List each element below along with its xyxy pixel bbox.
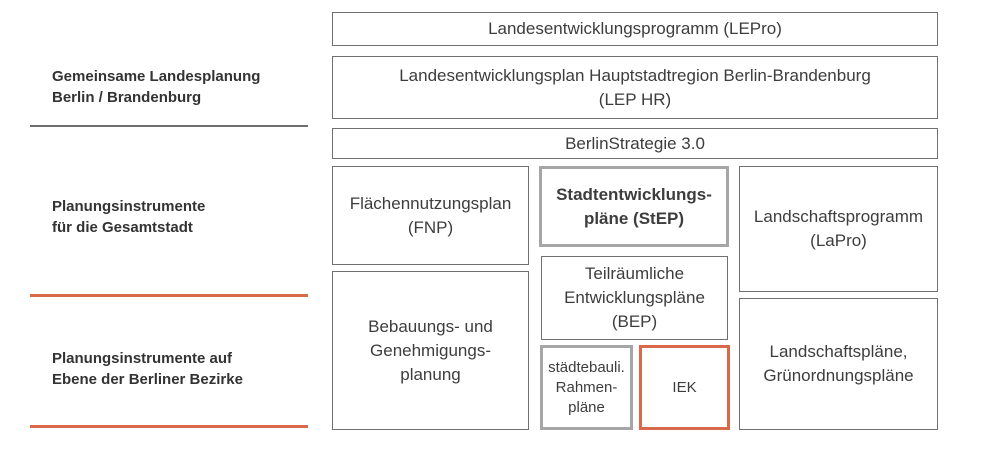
box-iek <box>639 345 730 430</box>
level-label-line: Ebene der Berliner Bezirke <box>52 371 243 388</box>
level-label-landesplanung <box>52 66 260 108</box>
box-rahmenplaene <box>540 345 633 430</box>
box-lepro-label: Landesentwicklungsprogramm (LEPro) <box>488 19 782 38</box>
box-fnp-label: (FNP) <box>407 217 454 237</box>
level-label-line: für die Gesamtstadt <box>52 219 193 236</box>
box-fnp <box>332 166 529 265</box>
box-berlinstrategie-label: BerlinStrategie 3.0 <box>565 133 705 153</box>
level-label-bezirke <box>52 348 243 390</box>
box-berlinstrategie <box>332 128 938 159</box>
level-label-gesamtstadt <box>52 196 205 238</box>
box-lapro-label: (LaPro) <box>810 231 867 250</box>
box-step-label: Stadtentwicklungs- <box>556 184 712 204</box>
box-rahmenplaene-label: Rahmen- <box>555 378 618 396</box>
box-lep-hr-label: (LEP HR) <box>598 89 672 109</box>
box-rahmenplaene-label: städtebauli. <box>548 358 625 376</box>
box-bebauungsplanung-label: planung <box>400 364 461 384</box>
box-fnp-label: Flächennutzungsplan <box>349 193 512 213</box>
box-lepro <box>332 12 938 46</box>
box-bebauungsplanung <box>332 271 529 430</box>
box-landschaftsplaene-label: Landschaftspläne, <box>769 342 908 361</box>
box-lep-hr <box>332 56 938 119</box>
box-landschaftsplaene <box>739 298 938 430</box>
box-rahmenplaene-label: pläne <box>568 398 605 416</box>
box-bebauungsplanung-label: Genehmigungs- <box>370 340 491 360</box>
box-step-label: pläne (StEP) <box>583 208 685 228</box>
level-label-line: Gemeinsame Landesplanung <box>52 68 261 85</box>
box-bep-label: (BEP) <box>611 312 658 331</box>
cropped-caption <box>0 0 480 4</box>
level-divider <box>30 125 308 127</box>
level-label-line: Planungsinstrumente auf <box>52 350 233 367</box>
box-lep-hr-label: Landesentwicklungsplan Hauptstadtregion Berlin-Brandenburg <box>399 65 871 85</box>
box-lapro-label: Landschaftsprogramm <box>753 207 924 226</box>
box-bebauungsplanung-label: Bebauungs- und <box>368 316 493 336</box>
box-lapro <box>739 166 938 292</box>
level-divider <box>30 294 308 297</box>
box-bep-label: Entwicklungspläne <box>564 288 705 307</box>
box-landschaftsplaene-label: Grünordnungspläne <box>763 366 914 385</box>
box-bep-label: Teilräumliche <box>584 264 685 283</box>
level-label-line: Planungsinstrumente <box>52 198 206 215</box>
level-divider <box>30 425 308 428</box>
level-label-line: Berlin / Brandenburg <box>52 89 202 106</box>
box-iek-label: IEK <box>672 378 697 396</box>
box-step <box>539 166 729 247</box>
box-bep <box>541 256 728 340</box>
